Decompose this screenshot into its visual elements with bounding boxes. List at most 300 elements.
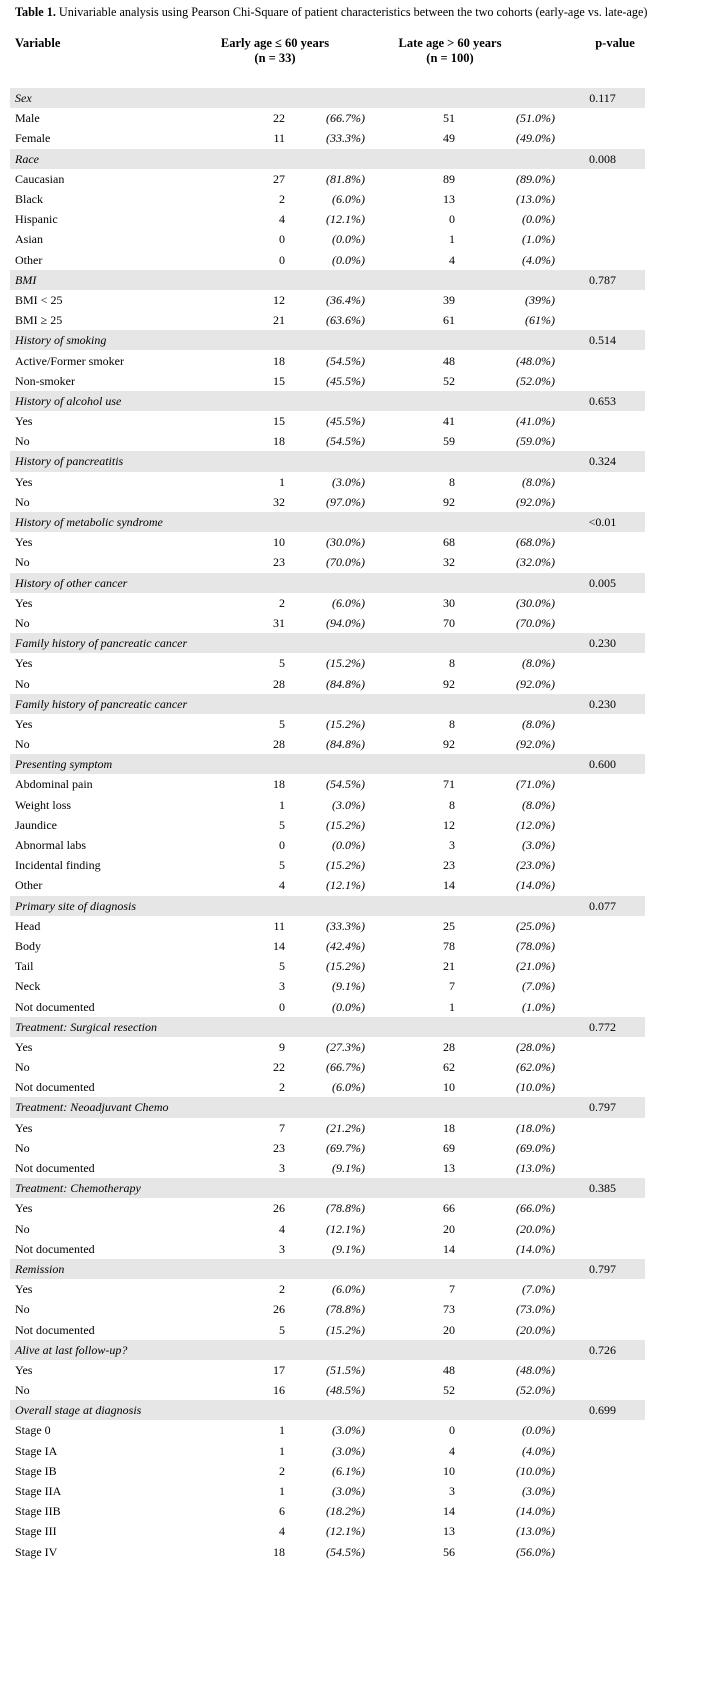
late-percent: (92.0%) bbox=[516, 494, 556, 509]
row-p-value bbox=[555, 795, 645, 815]
row-label: Yes bbox=[15, 535, 33, 550]
late-percent: (70.0%) bbox=[516, 615, 556, 630]
group-title: Family history of pancreatic cancer bbox=[10, 694, 555, 714]
early-count: 17 bbox=[273, 1362, 285, 1377]
early-percent: (33.3%) bbox=[326, 918, 365, 933]
table-row bbox=[10, 956, 645, 976]
late-percent: (48.0%) bbox=[516, 353, 556, 368]
caption-text: Univariable analysis using Pearson Chi-Square of patient characteristics between the two cohorts (early-age vs. late-age) bbox=[55, 5, 648, 19]
row-label: Non-smoker bbox=[15, 373, 75, 388]
early-count: 18 bbox=[273, 1544, 285, 1559]
late-percent: (25.0%) bbox=[516, 918, 556, 933]
early-count: 27 bbox=[273, 171, 285, 186]
row-label: Stage IV bbox=[15, 1544, 58, 1559]
table-row bbox=[10, 371, 645, 391]
row-label: Head bbox=[15, 918, 41, 933]
group-title: History of smoking bbox=[10, 330, 555, 350]
early-count: 12 bbox=[273, 292, 285, 307]
early-percent: (54.5%) bbox=[326, 777, 365, 792]
row-label: BMI ≥ 25 bbox=[15, 313, 63, 328]
late-percent: (61%) bbox=[525, 313, 556, 328]
row-label: No bbox=[15, 1140, 30, 1155]
header-variable: Variable bbox=[15, 36, 61, 50]
late-count: 49 bbox=[443, 131, 455, 146]
early-percent: (6.0%) bbox=[332, 1080, 365, 1095]
late-count: 13 bbox=[443, 192, 455, 207]
early-count: 4 bbox=[279, 212, 285, 227]
early-percent: (66.7%) bbox=[326, 111, 365, 126]
late-percent: (48.0%) bbox=[516, 1362, 556, 1377]
group-header-row bbox=[10, 149, 645, 169]
table-row bbox=[10, 1542, 645, 1562]
late-count: 10 bbox=[443, 1080, 455, 1095]
row-p-value bbox=[555, 1037, 645, 1057]
group-header-row bbox=[10, 754, 645, 774]
early-count: 2 bbox=[279, 192, 285, 207]
row-p-value bbox=[555, 1279, 645, 1299]
row-p-value bbox=[555, 996, 645, 1016]
late-percent: (20.0%) bbox=[516, 1221, 556, 1236]
row-label: BMI < 25 bbox=[15, 292, 63, 307]
late-percent: (13.0%) bbox=[516, 192, 556, 207]
early-percent: (15.2%) bbox=[326, 817, 365, 832]
group-p-value: 0.726 bbox=[555, 1340, 645, 1360]
row-label: Stage III bbox=[15, 1524, 57, 1539]
early-percent: (66.7%) bbox=[326, 1060, 365, 1075]
table-row bbox=[10, 734, 645, 754]
early-percent: (63.6%) bbox=[326, 313, 365, 328]
row-label: Weight loss bbox=[15, 797, 72, 812]
table-row bbox=[10, 996, 645, 1016]
table-row bbox=[10, 593, 645, 613]
group-title: Family history of pancreatic cancer bbox=[10, 633, 555, 653]
row-p-value bbox=[555, 815, 645, 835]
group-p-value: 0.230 bbox=[555, 633, 645, 653]
late-percent: (8.0%) bbox=[522, 474, 556, 489]
row-p-value bbox=[555, 1542, 645, 1562]
group-title: Race bbox=[10, 149, 555, 169]
row-label: Caucasian bbox=[15, 171, 65, 186]
late-count: 52 bbox=[443, 1383, 455, 1398]
late-count: 0 bbox=[449, 212, 455, 227]
early-percent: (0.0%) bbox=[332, 838, 365, 853]
late-count: 51 bbox=[443, 111, 455, 126]
row-label: Male bbox=[15, 111, 40, 126]
table-row bbox=[10, 714, 645, 734]
early-count: 3 bbox=[279, 1241, 285, 1256]
table-row bbox=[10, 492, 645, 512]
group-header-row bbox=[10, 1097, 645, 1117]
group-header-row bbox=[10, 1340, 645, 1360]
late-percent: (7.0%) bbox=[522, 1282, 556, 1297]
late-count: 52 bbox=[443, 373, 455, 388]
table-row bbox=[10, 189, 645, 209]
group-title: Overall stage at diagnosis bbox=[10, 1400, 555, 1420]
early-count: 6 bbox=[279, 1504, 285, 1519]
early-count: 4 bbox=[279, 878, 285, 893]
row-p-value bbox=[555, 209, 645, 229]
row-p-value bbox=[555, 1239, 645, 1259]
table-row bbox=[10, 128, 645, 148]
late-count: 92 bbox=[443, 676, 455, 691]
early-count: 28 bbox=[273, 737, 285, 752]
group-header-row bbox=[10, 1017, 645, 1037]
group-header-row bbox=[10, 512, 645, 532]
early-count: 22 bbox=[273, 1060, 285, 1075]
row-label: Stage IA bbox=[15, 1443, 58, 1458]
late-count: 30 bbox=[443, 595, 455, 610]
row-label: Not documented bbox=[15, 999, 95, 1014]
late-count: 14 bbox=[443, 1504, 455, 1519]
row-label: No bbox=[15, 494, 30, 509]
early-count: 1 bbox=[279, 474, 285, 489]
row-label: Female bbox=[15, 131, 51, 146]
late-count: 48 bbox=[443, 353, 455, 368]
row-label: No bbox=[15, 676, 30, 691]
row-label: Yes bbox=[15, 1039, 33, 1054]
row-label: Jaundice bbox=[15, 817, 57, 832]
early-percent: (15.2%) bbox=[326, 656, 365, 671]
group-p-value: 0.324 bbox=[555, 451, 645, 471]
late-percent: (7.0%) bbox=[522, 979, 556, 994]
table-row bbox=[10, 1299, 645, 1319]
row-p-value bbox=[555, 1138, 645, 1158]
row-label: Tail bbox=[15, 959, 34, 974]
late-count: 25 bbox=[443, 918, 455, 933]
early-percent: (69.7%) bbox=[326, 1140, 365, 1155]
table-row bbox=[10, 310, 645, 330]
row-p-value bbox=[555, 189, 645, 209]
late-count: 89 bbox=[443, 171, 455, 186]
row-p-value bbox=[555, 875, 645, 895]
late-percent: (39%) bbox=[525, 292, 556, 307]
group-p-value: 0.699 bbox=[555, 1400, 645, 1420]
early-count: 11 bbox=[273, 131, 285, 146]
early-count: 15 bbox=[273, 373, 285, 388]
late-count: 1 bbox=[449, 999, 455, 1014]
row-p-value bbox=[555, 855, 645, 875]
early-count: 0 bbox=[279, 232, 285, 247]
late-percent: (10.0%) bbox=[516, 1463, 556, 1478]
early-percent: (18.2%) bbox=[326, 1504, 365, 1519]
late-percent: (78.0%) bbox=[516, 938, 556, 953]
early-count: 4 bbox=[279, 1221, 285, 1236]
early-percent: (15.2%) bbox=[326, 716, 365, 731]
late-percent: (62.0%) bbox=[516, 1060, 556, 1075]
caption-label: Table 1. bbox=[15, 5, 56, 19]
early-count: 1 bbox=[279, 1423, 285, 1438]
table-row bbox=[10, 290, 645, 310]
table-row bbox=[10, 1441, 645, 1461]
late-percent: (13.0%) bbox=[516, 1524, 556, 1539]
early-percent: (70.0%) bbox=[326, 555, 365, 570]
early-count: 31 bbox=[273, 615, 285, 630]
early-count: 9 bbox=[279, 1039, 285, 1054]
row-p-value bbox=[555, 552, 645, 572]
row-label: Body bbox=[15, 938, 42, 953]
late-percent: (92.0%) bbox=[516, 737, 556, 752]
early-count: 18 bbox=[273, 777, 285, 792]
row-p-value bbox=[555, 593, 645, 613]
table-row bbox=[10, 1118, 645, 1138]
late-count: 8 bbox=[449, 716, 455, 731]
row-label: Asian bbox=[15, 232, 43, 247]
row-p-value bbox=[555, 492, 645, 512]
group-p-value: 0.005 bbox=[555, 573, 645, 593]
header-late-n: (n = 100) bbox=[426, 51, 474, 65]
early-percent: (9.1%) bbox=[332, 1241, 365, 1256]
row-p-value bbox=[555, 1420, 645, 1440]
table-row bbox=[10, 552, 645, 572]
table-row bbox=[10, 250, 645, 270]
late-percent: (0.0%) bbox=[522, 212, 556, 227]
table-row bbox=[10, 1138, 645, 1158]
table-row bbox=[10, 936, 645, 956]
late-percent: (56.0%) bbox=[516, 1544, 556, 1559]
header-early-title: Early age ≤ 60 years bbox=[220, 36, 330, 50]
row-label: Yes bbox=[15, 1201, 33, 1216]
group-header-row bbox=[10, 896, 645, 916]
row-p-value bbox=[555, 290, 645, 310]
row-label: Active/Former smoker bbox=[15, 353, 124, 368]
table-row bbox=[10, 169, 645, 189]
group-p-value: 0.077 bbox=[555, 896, 645, 916]
late-count: 8 bbox=[449, 474, 455, 489]
group-header-row bbox=[10, 270, 645, 290]
group-title: Remission bbox=[10, 1259, 555, 1279]
early-percent: (97.0%) bbox=[326, 494, 365, 509]
group-header-row bbox=[10, 451, 645, 471]
group-header-row bbox=[10, 1178, 645, 1198]
late-count: 7 bbox=[449, 1282, 455, 1297]
row-label: Abdominal pain bbox=[15, 777, 93, 792]
table-row bbox=[10, 774, 645, 794]
table-row bbox=[10, 350, 645, 370]
early-percent: (9.1%) bbox=[332, 1161, 365, 1176]
late-percent: (69.0%) bbox=[516, 1140, 556, 1155]
early-count: 5 bbox=[279, 716, 285, 731]
early-percent: (54.5%) bbox=[326, 1544, 365, 1559]
late-count: 59 bbox=[443, 434, 455, 449]
early-count: 23 bbox=[273, 1140, 285, 1155]
row-p-value bbox=[555, 673, 645, 693]
early-percent: (27.3%) bbox=[326, 1039, 365, 1054]
row-label: Hispanic bbox=[15, 212, 58, 227]
group-title: Alive at last follow-up? bbox=[10, 1340, 555, 1360]
group-p-value: 0.514 bbox=[555, 330, 645, 350]
early-count: 28 bbox=[273, 676, 285, 691]
early-percent: (6.0%) bbox=[332, 595, 365, 610]
late-count: 61 bbox=[443, 313, 455, 328]
table-row bbox=[10, 673, 645, 693]
early-percent: (42.4%) bbox=[326, 938, 365, 953]
row-label: No bbox=[15, 1221, 30, 1236]
table-row bbox=[10, 1219, 645, 1239]
early-percent: (81.8%) bbox=[326, 171, 365, 186]
group-title: Treatment: Chemotherapy bbox=[10, 1178, 555, 1198]
early-percent: (54.5%) bbox=[326, 353, 365, 368]
row-p-value bbox=[555, 1501, 645, 1521]
row-label: Yes bbox=[15, 595, 33, 610]
table-row bbox=[10, 795, 645, 815]
table-row bbox=[10, 1279, 645, 1299]
late-percent: (51.0%) bbox=[516, 111, 556, 126]
table-row bbox=[10, 108, 645, 128]
group-p-value: 0.600 bbox=[555, 754, 645, 774]
early-percent: (12.1%) bbox=[326, 212, 365, 227]
early-count: 23 bbox=[273, 555, 285, 570]
row-label: Not documented bbox=[15, 1322, 95, 1337]
late-percent: (0.0%) bbox=[522, 1423, 556, 1438]
table-row bbox=[10, 1461, 645, 1481]
table-row bbox=[10, 815, 645, 835]
row-p-value bbox=[555, 108, 645, 128]
group-header-row bbox=[10, 330, 645, 350]
early-count: 32 bbox=[273, 494, 285, 509]
early-percent: (54.5%) bbox=[326, 434, 365, 449]
table-row bbox=[10, 976, 645, 996]
group-p-value: 0.797 bbox=[555, 1259, 645, 1279]
late-percent: (41.0%) bbox=[516, 414, 556, 429]
row-p-value bbox=[555, 916, 645, 936]
row-label: No bbox=[15, 737, 30, 752]
late-count: 78 bbox=[443, 938, 455, 953]
header-early-n: (n = 33) bbox=[254, 51, 296, 65]
row-label: Abnormal labs bbox=[15, 838, 86, 853]
row-label: No bbox=[15, 555, 30, 570]
late-count: 3 bbox=[449, 838, 455, 853]
late-percent: (71.0%) bbox=[516, 777, 556, 792]
row-label: Yes bbox=[15, 414, 33, 429]
early-count: 5 bbox=[279, 817, 285, 832]
early-count: 1 bbox=[279, 1484, 285, 1499]
early-percent: (51.5%) bbox=[326, 1362, 365, 1377]
early-percent: (94.0%) bbox=[326, 615, 365, 630]
group-title: Treatment: Surgical resection bbox=[10, 1017, 555, 1037]
late-count: 14 bbox=[443, 1241, 455, 1256]
row-label: No bbox=[15, 615, 30, 630]
group-p-value: 0.787 bbox=[555, 270, 645, 290]
late-count: 14 bbox=[443, 878, 455, 893]
early-percent: (15.2%) bbox=[326, 959, 365, 974]
row-label: Stage 0 bbox=[15, 1423, 51, 1438]
row-p-value bbox=[555, 229, 645, 249]
late-percent: (21.0%) bbox=[516, 959, 556, 974]
group-p-value: 0.797 bbox=[555, 1097, 645, 1117]
early-percent: (84.8%) bbox=[326, 737, 365, 752]
late-count: 69 bbox=[443, 1140, 455, 1155]
late-percent: (92.0%) bbox=[516, 676, 556, 691]
early-count: 2 bbox=[279, 1463, 285, 1478]
late-percent: (10.0%) bbox=[516, 1080, 556, 1095]
late-percent: (14.0%) bbox=[516, 878, 556, 893]
late-percent: (3.0%) bbox=[522, 838, 556, 853]
row-label: No bbox=[15, 434, 30, 449]
row-p-value bbox=[555, 1319, 645, 1339]
row-p-value bbox=[555, 976, 645, 996]
row-label: Yes bbox=[15, 656, 33, 671]
group-title: History of alcohol use bbox=[10, 391, 555, 411]
early-percent: (45.5%) bbox=[326, 373, 365, 388]
late-count: 73 bbox=[443, 1302, 455, 1317]
late-count: 1 bbox=[449, 232, 455, 247]
table-row bbox=[10, 1501, 645, 1521]
row-p-value bbox=[555, 1441, 645, 1461]
row-p-value bbox=[555, 1521, 645, 1541]
late-percent: (52.0%) bbox=[516, 1383, 556, 1398]
header-late-title: Late age > 60 years bbox=[398, 36, 502, 50]
late-percent: (28.0%) bbox=[516, 1039, 556, 1054]
early-count: 15 bbox=[273, 414, 285, 429]
row-label: Yes bbox=[15, 1362, 33, 1377]
group-p-value: 0.008 bbox=[555, 149, 645, 169]
late-percent: (14.0%) bbox=[516, 1504, 556, 1519]
early-count: 21 bbox=[273, 313, 285, 328]
late-percent: (89.0%) bbox=[516, 171, 556, 186]
early-count: 5 bbox=[279, 959, 285, 974]
group-p-value: 0.772 bbox=[555, 1017, 645, 1037]
row-label: No bbox=[15, 1383, 30, 1398]
row-label: Yes bbox=[15, 1282, 33, 1297]
row-p-value bbox=[555, 613, 645, 633]
row-label: Neck bbox=[15, 979, 41, 994]
group-header-row bbox=[10, 694, 645, 714]
late-count: 8 bbox=[449, 797, 455, 812]
table-row bbox=[10, 916, 645, 936]
table-row bbox=[10, 411, 645, 431]
early-count: 0 bbox=[279, 252, 285, 267]
row-p-value bbox=[555, 1118, 645, 1138]
early-count: 26 bbox=[273, 1201, 285, 1216]
group-p-value: 0.653 bbox=[555, 391, 645, 411]
early-percent: (0.0%) bbox=[332, 252, 365, 267]
row-p-value bbox=[555, 350, 645, 370]
late-percent: (1.0%) bbox=[522, 999, 556, 1014]
group-title: Treatment: Neoadjuvant Chemo bbox=[10, 1097, 555, 1117]
early-percent: (12.1%) bbox=[326, 878, 365, 893]
early-count: 4 bbox=[279, 1524, 285, 1539]
group-title: Primary site of diagnosis bbox=[10, 896, 555, 916]
late-count: 71 bbox=[443, 777, 455, 792]
row-p-value bbox=[555, 1299, 645, 1319]
early-percent: (48.5%) bbox=[326, 1383, 365, 1398]
header-p-value: p-value bbox=[595, 36, 635, 50]
early-count: 14 bbox=[273, 938, 285, 953]
early-count: 3 bbox=[279, 1161, 285, 1176]
group-header-row bbox=[10, 391, 645, 411]
late-count: 3 bbox=[449, 1484, 455, 1499]
late-percent: (32.0%) bbox=[516, 555, 556, 570]
row-label: Yes bbox=[15, 474, 33, 489]
late-percent: (52.0%) bbox=[516, 373, 556, 388]
table-row bbox=[10, 1158, 645, 1178]
early-count: 2 bbox=[279, 1080, 285, 1095]
table-row bbox=[10, 613, 645, 633]
group-p-value: 0.230 bbox=[555, 694, 645, 714]
early-count: 26 bbox=[273, 1302, 285, 1317]
late-percent: (49.0%) bbox=[516, 131, 556, 146]
row-label: Stage IIB bbox=[15, 1504, 61, 1519]
data-table bbox=[10, 88, 645, 1562]
row-p-value bbox=[555, 532, 645, 552]
row-label: No bbox=[15, 1302, 30, 1317]
late-count: 20 bbox=[443, 1221, 455, 1236]
late-count: 18 bbox=[443, 1120, 455, 1135]
row-label: Stage IIA bbox=[15, 1484, 62, 1499]
late-count: 4 bbox=[449, 1443, 455, 1458]
early-percent: (3.0%) bbox=[332, 797, 365, 812]
late-count: 39 bbox=[443, 292, 455, 307]
